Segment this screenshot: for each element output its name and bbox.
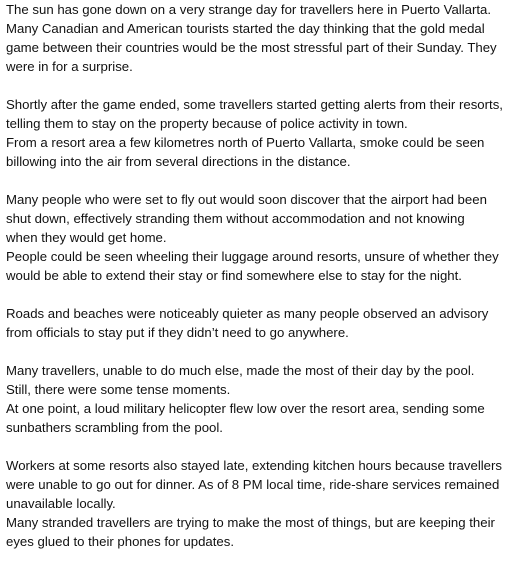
text-line: billowing into the air from several directions in the distance. xyxy=(6,154,351,169)
text-line: sunbathers scrambling from the pool. xyxy=(6,420,223,435)
text-line: From a resort area a few kilometres north of Puerto Vallarta, smoke could be seen xyxy=(6,135,485,150)
text-line: would be able to extend their stay or find somewhere else to stay for the night. xyxy=(6,268,462,283)
paragraph xyxy=(6,456,518,551)
text-line: when they would get home. xyxy=(6,230,167,245)
text-line: Workers at some resorts also stayed late, extending kitchen hours because travellers xyxy=(6,458,502,473)
paragraph xyxy=(6,0,518,76)
text-line: At one point, a loud military helicopter flew low over the resort area, sending some xyxy=(6,401,485,416)
text-line: Still, there were some tense moments. xyxy=(6,382,231,397)
text-line: were unable to go out for dinner. As of 8 PM local time, ride-share services remained xyxy=(6,477,500,492)
text-line: telling them to stay on the property because of police activity in town. xyxy=(6,116,408,131)
text-line: Many stranded travellers are trying to make the most of things, but are keeping their xyxy=(6,515,495,530)
text-line: from officials to stay put if they didn’t need to go anywhere. xyxy=(6,325,349,340)
paragraph xyxy=(6,95,518,171)
text-line: game between their countries would be the most stressful part of their Sunday. They xyxy=(6,40,497,55)
paragraph xyxy=(6,361,518,437)
article-body xyxy=(6,0,518,551)
text-line: Many Canadian and American tourists started the day thinking that the gold medal xyxy=(6,21,485,36)
text-line: shut down, effectively stranding them without accommodation and not knowing xyxy=(6,211,465,226)
text-line: Shortly after the game ended, some travellers started getting alerts from their resorts, xyxy=(6,97,503,112)
text-line: were in for a surprise. xyxy=(6,59,133,74)
text-line: The sun has gone down on a very strange day for travellers here in Puerto Vallarta. xyxy=(6,2,492,17)
text-line: People could be seen wheeling their luggage around resorts, unsure of whether they xyxy=(6,249,499,264)
paragraph xyxy=(6,304,518,342)
paragraph xyxy=(6,190,518,285)
text-line: unavailable locally. xyxy=(6,496,116,511)
text-line: Many travellers, unable to do much else, made the most of their day by the pool. xyxy=(6,363,475,378)
text-line: eyes glued to their phones for updates. xyxy=(6,534,235,549)
text-line: Many people who were set to fly out would soon discover that the airport had been xyxy=(6,192,487,207)
text-line: Roads and beaches were noticeably quieter as many people observed an advisory xyxy=(6,306,489,321)
